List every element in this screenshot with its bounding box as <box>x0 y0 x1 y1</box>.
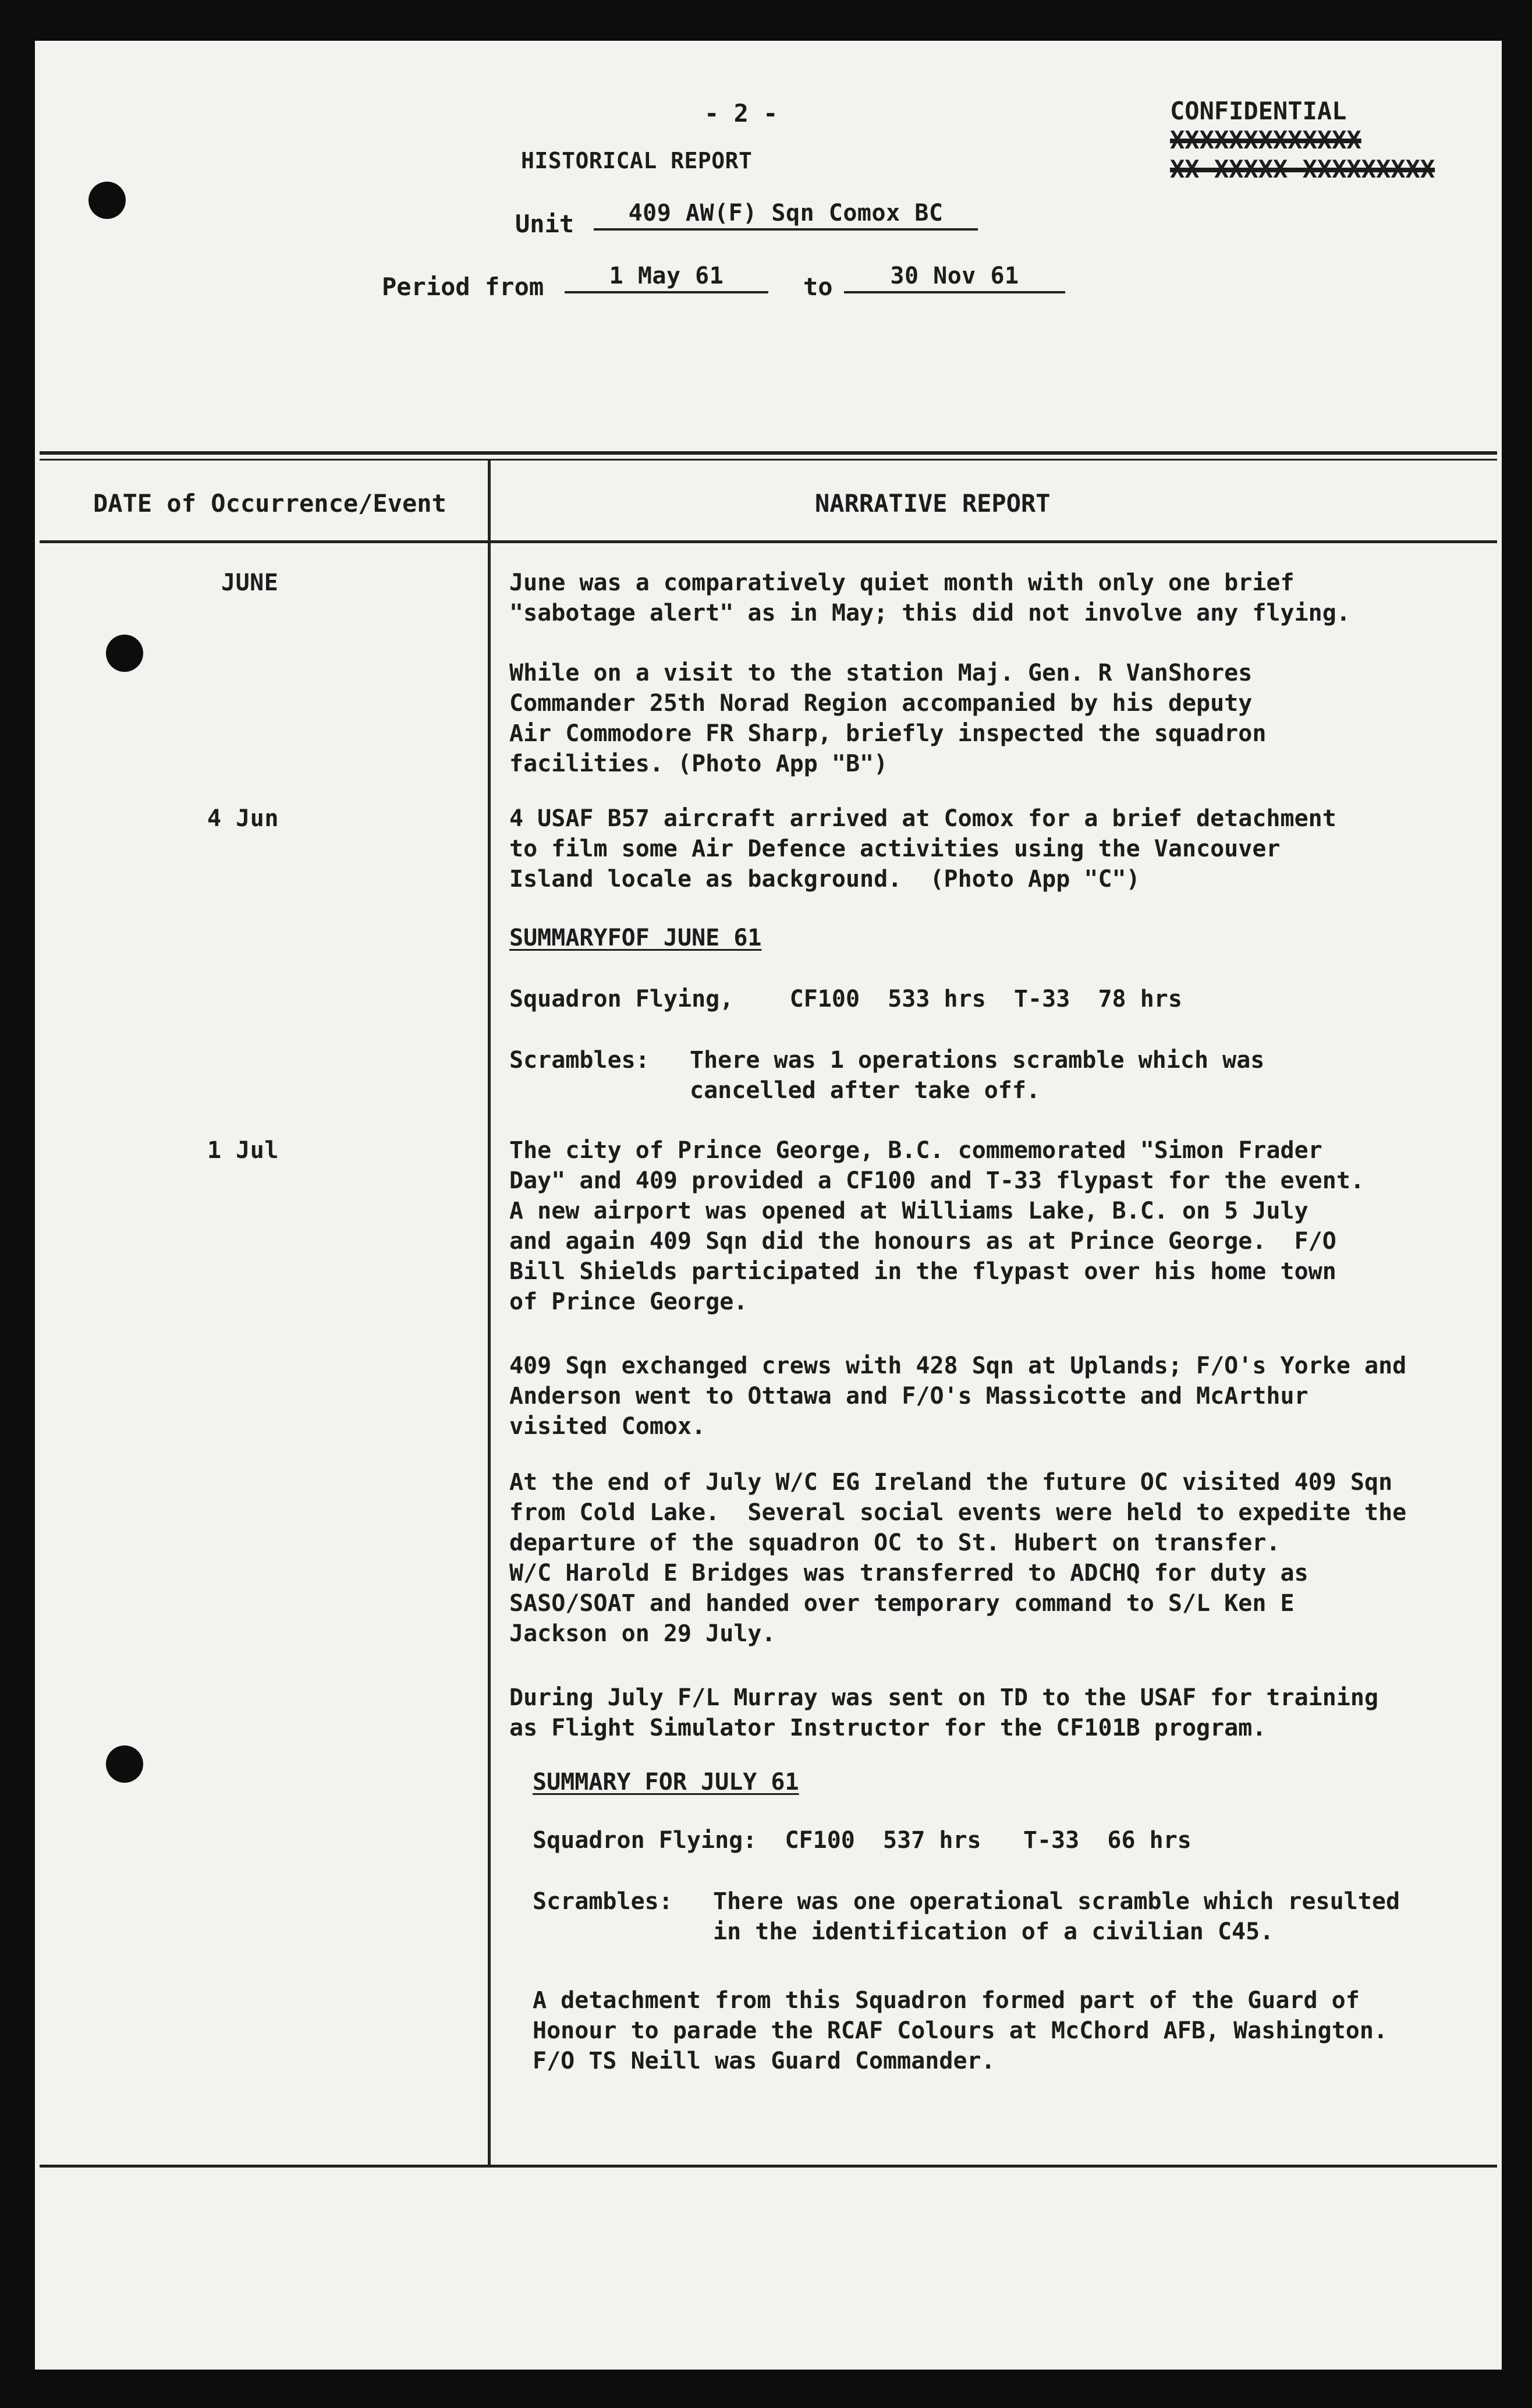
summary-june-scrambles-label: Scrambles: <box>509 1047 650 1074</box>
table-top-rule <box>40 451 1497 455</box>
table-bottom-rule <box>40 2165 1497 2168</box>
period-to-label: to <box>803 272 833 301</box>
document-page <box>35 41 1502 2370</box>
date-june: JUNE <box>221 569 279 596</box>
summary-june-flying: Squadron Flying, CF100 533 hrs T-33 78 hrs <box>509 986 1182 1012</box>
unit-label: Unit <box>515 210 574 238</box>
struck-classification-line-1: XXXXXXXXXXXXX <box>1170 126 1361 154</box>
table-column-divider <box>488 460 491 2166</box>
report-title: HISTORICAL REPORT <box>521 148 753 173</box>
column-header-date: DATE of Occurrence/Event <box>93 489 446 518</box>
narrative-crew-exchange: 409 Sqn exchanged crews with 428 Sqn at Uplands; F/O's Yorke and Anderson went to Ottawa and F/O's Massicotte and McArthur visited Comox. <box>509 1352 1407 1440</box>
summary-july-flying: Squadron Flying: CF100 537 hrs T-33 66 hrs <box>533 1827 1191 1854</box>
date-4-jun: 4 Jun <box>207 805 279 832</box>
summary-june-scrambles-text: There was 1 operations scramble which was cancelled after take off. <box>690 1047 1265 1104</box>
narrative-june-sabotage-alert: June was a comparatively quiet month with only one brief "sabotage alert" as in May; this did not involve any flying. <box>509 569 1350 626</box>
column-header-narrative: NARRATIVE REPORT <box>815 489 1051 518</box>
summary-june-title: SUMMARYFOF JUNE 61 <box>509 925 762 951</box>
table-top-rule-inner <box>40 459 1497 461</box>
period-from-value: 1 May 61 <box>565 261 768 293</box>
punch-hole-top <box>88 182 126 219</box>
struck-classification-line-2: XX XXXXX XXXXXXXXX <box>1170 155 1435 183</box>
punch-hole-middle <box>106 635 143 672</box>
narrative-usaf-b57-detachment: 4 USAF B57 aircraft arrived at Comox for a brief detachment to film some Air Defence activities using the Vancouver Island locale as background. (Photo App "C") <box>509 805 1336 893</box>
classification-stamp: CONFIDENTIAL <box>1170 97 1347 125</box>
page-number: - 2 - <box>704 99 778 128</box>
table-header-rule <box>40 540 1497 543</box>
summary-july-title: SUMMARY FOR JULY 61 <box>533 1769 799 1796</box>
narrative-guard-of-honour: A detachment from this Squadron formed part of the Guard of Honour to parade the RCAF Colours at McChord AFB, Washington. F/O TS Neill was Guard Commander. <box>533 1987 1388 2074</box>
narrative-prince-george-flypast: The city of Prince George, B.C. commemorated "Simon Frader Day" and 409 provided a CF100 and T-33 flypast for the event. A new airport was opened at Williams Lake, B.C. on 5 July and again 409 Sqn did the honours as at Prince George. F/O Bill Shields participated in the flypast over his home town of Prince George. <box>509 1137 1365 1315</box>
narrative-norad-visit: While on a visit to the station Maj. Gen. R VanShores Commander 25th Norad Region accompanied by his deputy Air Commodore FR Sharp, briefly inspected the squadron facilities. (Photo App "B") <box>509 660 1267 777</box>
period-from-label: Period from <box>382 272 544 301</box>
summary-july-scrambles-label: Scrambles: <box>533 1888 673 1915</box>
unit-value: 409 AW(F) Sqn Comox BC <box>594 198 978 231</box>
period-to-value: 30 Nov 61 <box>844 261 1065 293</box>
punch-hole-bottom <box>106 1745 143 1783</box>
narrative-simulator-training: During July F/L Murray was sent on TD to the USAF for training as Flight Simulator Instructor for the CF101B program. <box>509 1684 1379 1741</box>
summary-july-scrambles-text: There was one operational scramble which resulted in the identification of a civilian C45. <box>713 1888 1400 1945</box>
narrative-command-change: At the end of July W/C EG Ireland the future OC visited 409 Sqn from Cold Lake. Several social events were held to expedite the departure of the squadron OC to St. Hubert on transfer. W/C Harold E Bridges was transferred to ADCHQ for duty as SASO/SOAT and handed over temporary command to S/L Ken E Jackson on 29 July. <box>509 1469 1407 1647</box>
date-1-jul: 1 Jul <box>207 1137 279 1164</box>
